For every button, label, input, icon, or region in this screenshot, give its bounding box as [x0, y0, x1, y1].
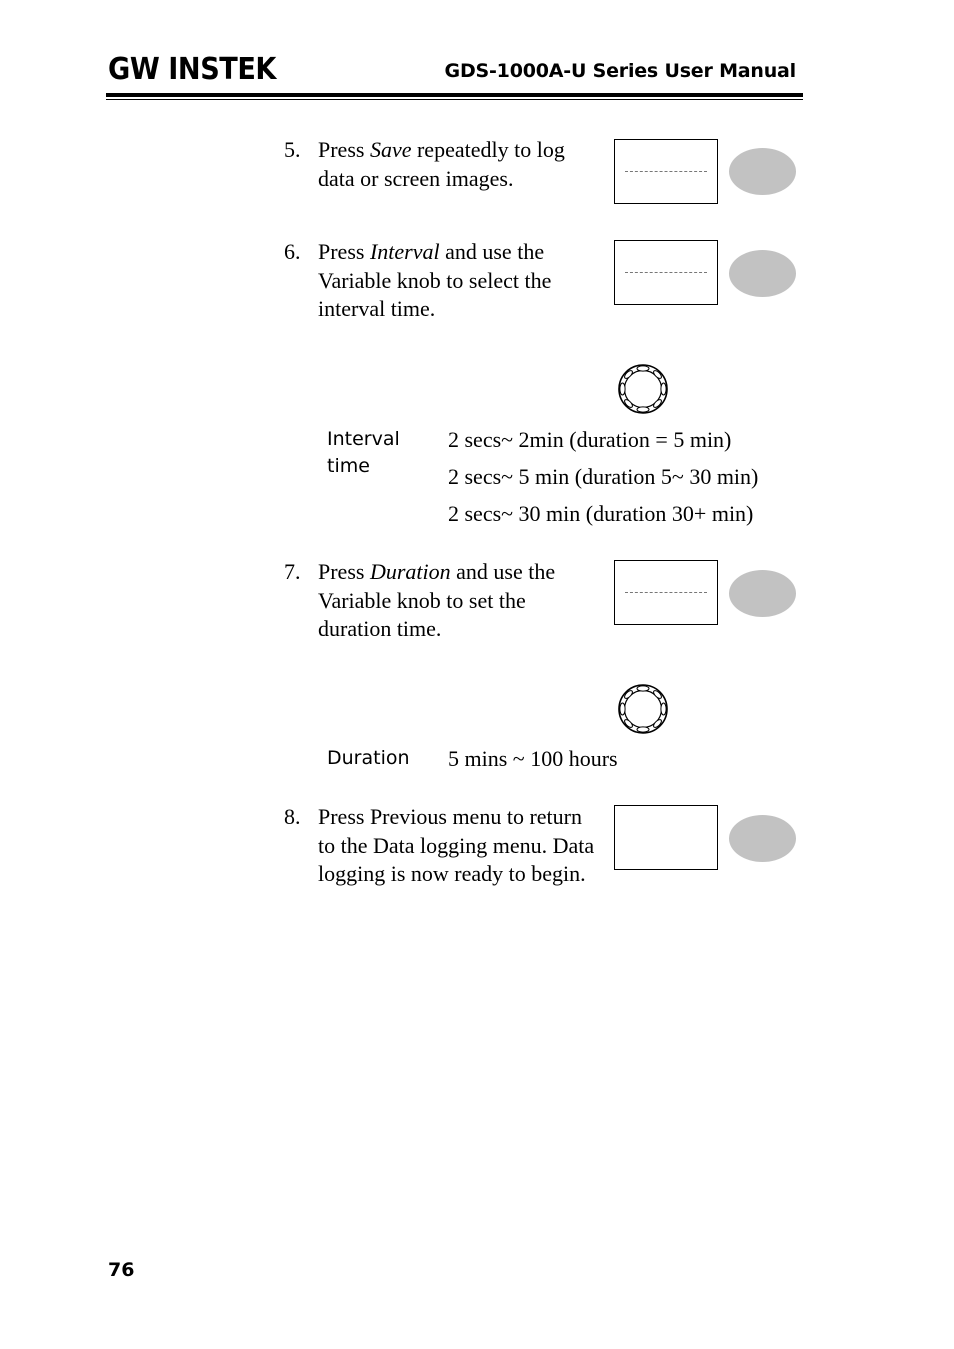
- step-5-suffix: repeatedly to log data or screen images.: [318, 137, 565, 191]
- duration-key-name: Duration: [369, 559, 451, 584]
- svg-text:GW INSTEK: GW INSTEK: [108, 52, 278, 84]
- step-8-text: [318, 803, 603, 889]
- interval-softkey[interactable]: [729, 250, 796, 297]
- variable-knob-icon[interactable]: [617, 683, 669, 735]
- step-6-number: 6.: [284, 239, 301, 264]
- page-number: 76: [108, 1259, 135, 1281]
- interval-key-name: Interval: [369, 239, 440, 264]
- step-5-number: 5.: [284, 137, 301, 162]
- duration-softkey[interactable]: [729, 570, 796, 617]
- gw-instek-logo: [108, 52, 278, 84]
- header-rule-thin: [106, 99, 803, 100]
- step-6-suffix: and use the Variable knob to select the interval time.: [318, 239, 552, 321]
- duration-menu-box: [614, 560, 718, 625]
- previous-menu-box: [614, 805, 718, 870]
- interval-range-2: 2 secs~ 5 min (duration 5~ 30 min): [448, 464, 759, 489]
- step-7-suffix: and use the Variable knob to set the duration time.: [318, 559, 556, 641]
- manual-title: GDS-1000A-U Series User Manual: [444, 60, 796, 82]
- step-5-prefix: Press: [318, 137, 370, 162]
- variable-knob-icon[interactable]: [617, 363, 669, 415]
- save-key-name: Save: [369, 137, 412, 162]
- duration-label: Duration: [327, 747, 410, 769]
- step-7-text: [318, 558, 603, 644]
- step-8-prefix: Press Previous menu to return to the Data logging menu. Data logging is now ready to begin.: [318, 804, 595, 886]
- header-rule: [106, 93, 803, 97]
- interval-menu-box: [614, 240, 718, 305]
- save-menu-box: [614, 139, 718, 204]
- step-5-text: [318, 136, 603, 193]
- menu-box-dash: [625, 592, 707, 593]
- interval-time-label: Interval time: [327, 428, 400, 477]
- menu-box-dash: [625, 171, 707, 172]
- step-7-number: 7.: [284, 559, 301, 584]
- step-7-prefix: Press: [318, 559, 370, 584]
- step-6-prefix: Press: [318, 239, 370, 264]
- step-6-text: [318, 238, 603, 324]
- save-softkey[interactable]: [729, 148, 796, 195]
- step-8-number: 8.: [284, 804, 301, 829]
- interval-range-1: 2 secs~ 2min (duration = 5 min): [448, 427, 732, 452]
- previous-menu-softkey[interactable]: [729, 815, 796, 862]
- duration-range: 5 mins ~ 100 hours: [448, 746, 618, 771]
- interval-range-3: 2 secs~ 30 min (duration 30+ min): [448, 501, 754, 526]
- menu-box-dash: [625, 272, 707, 273]
